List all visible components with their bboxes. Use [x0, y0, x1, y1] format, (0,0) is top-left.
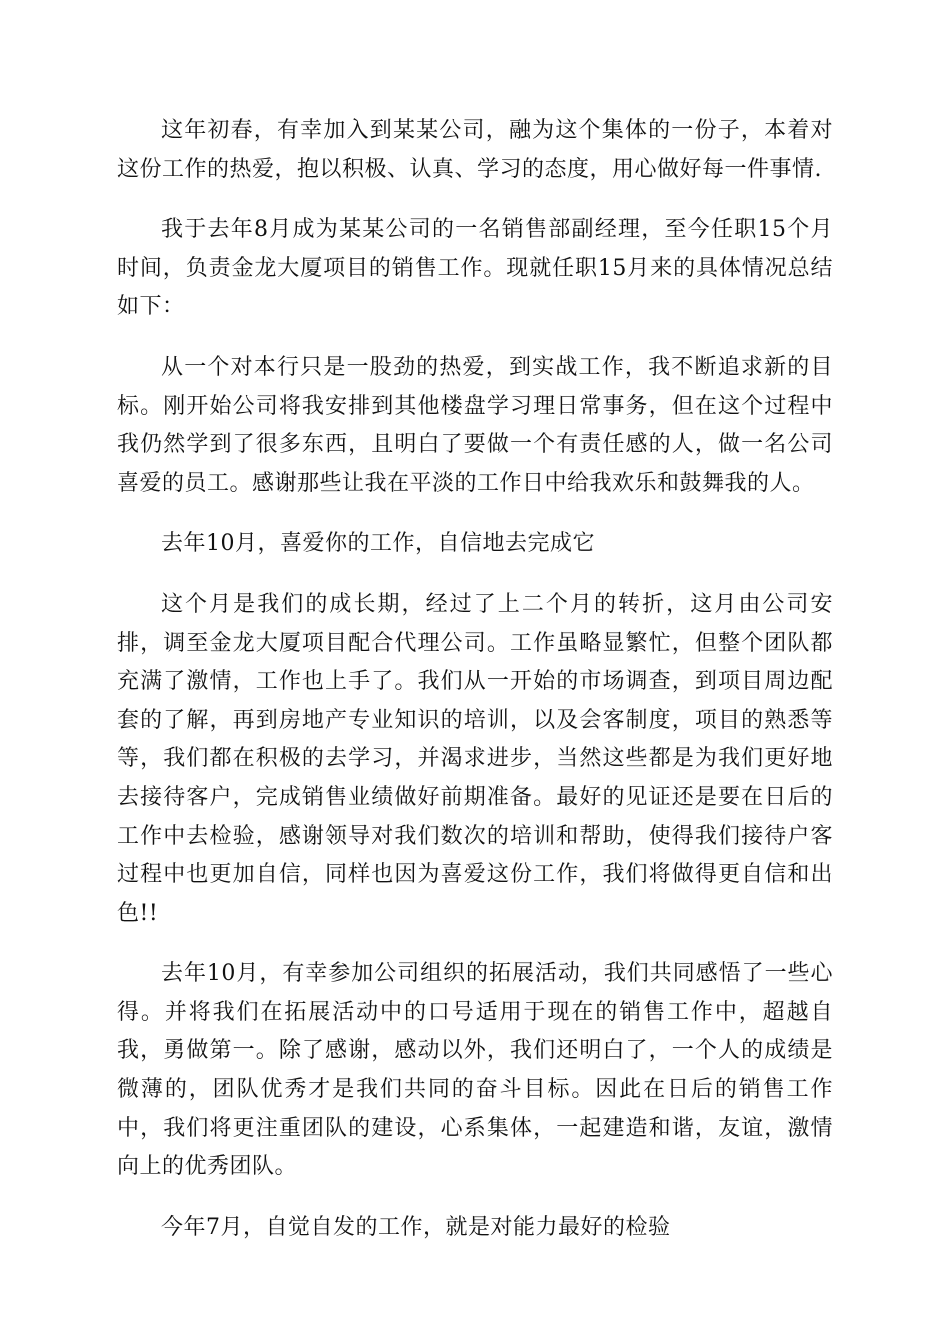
section-heading-july: 今年7月，自觉自发的工作，就是对能力最好的检验	[161, 1214, 671, 1240]
paragraph-growth-period: 这个月是我们的成长期，经过了上二个月的转折，这月由公司安排，调至金龙大厦项目配合代理公司。工作虽略显繁忙，但整个团队都充满了激情，工作也上手了。我们从一开始的市场调查，到项目周边配套的了解，再到房地产专业知识的培训，以及会客制度，项目的熟悉等等，我们都在积极的去学习，并渴求进步，当然这些都是为我们更好地去接待客户，完成销售业绩做好前期准备。最好的见证还是要在日后的工作中去检验，感谢领导对我们数次的培训和帮助，使得我们接待户客过程中也更加自信，同样也因为喜爱这份工作，我们将做得更自信和出色!!	[117, 591, 833, 926]
paragraph-position: 我于去年8月成为某某公司的一名销售部副经理，至今任职15个月时间，负责金龙大厦项目的销售工作。现就任职15月来的具体情况总结如下：	[117, 217, 833, 320]
section-heading-october: 去年10月，喜爱你的工作，自信地去完成它	[161, 531, 595, 557]
document-body	[117, 112, 833, 1269]
paragraph-team-building: 去年10月，有幸参加公司组织的拓展活动，我们共同感悟了一些心得。并将我们在拓展活动中的口号适用于现在的销售工作中，超越自我，勇做第一。除了感谢，感动以外，我们还明白了，一个人的成绩是微薄的，团队优秀才是我们共同的奋斗目标。因此在日后的销售工作中，我们将更注重团队的建设，心系集体，一起建造和谐，友谊，激情向上的优秀团队。	[117, 961, 833, 1180]
paragraph-intro: 这年初春，有幸加入到某某公司，融为这个集体的一份子，本着对这份工作的热爱，抱以积极、认真、学习的态度，用心做好每一件事情.	[117, 118, 833, 182]
paragraph-growth: 从一个对本行只是一股劲的热爱，到实战工作，我不断追求新的目标。刚开始公司将我安排到其他楼盘学习理日常事务，但在这个过程中我仍然学到了很多东西，且明白了要做一个有责任感的人，做一名公司喜爱的员工。感谢那些让我在平淡的工作日中给我欢乐和鼓舞我的人。	[117, 354, 833, 496]
